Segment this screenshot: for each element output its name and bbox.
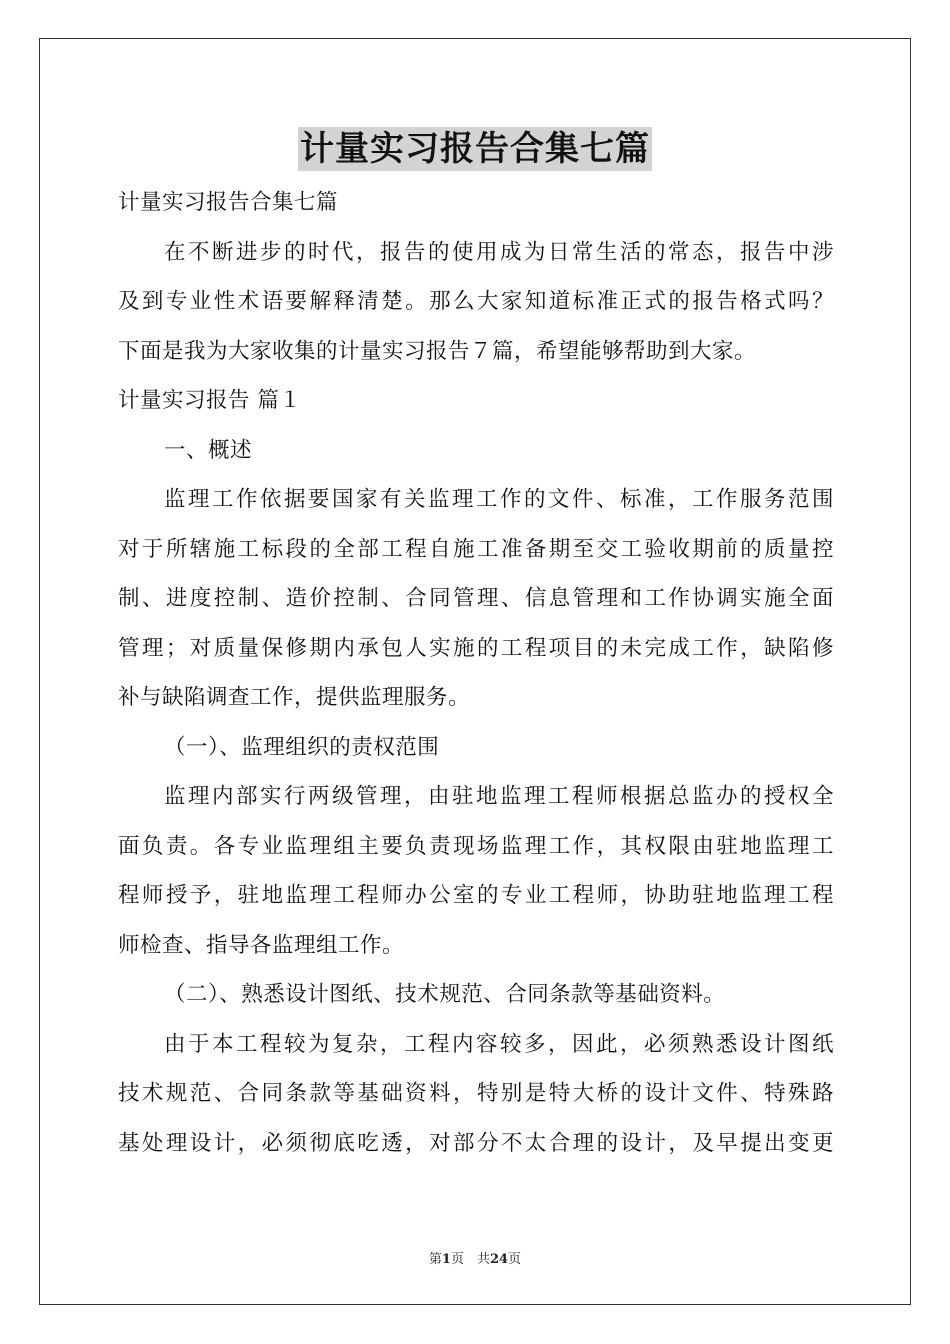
text-line: 在不断进步的时代，报告的使用成为日常生活的常态，报告中涉 — [164, 239, 834, 265]
page-footer — [0, 1248, 950, 1267]
text-line: 计量实习报告 篇１ — [118, 388, 302, 413]
text-line: 基处理设计，必须彻底吃透，对部分不太合理的设计，及早提出变更 — [118, 1130, 834, 1156]
title-container — [0, 127, 950, 171]
page-prefix: 第 — [428, 1252, 442, 1267]
text-line: 监理工作依据要国家有关监理工作的文件、标准，工作服务范围 — [164, 487, 834, 512]
text-line: 面负责。各专业监理组主要负责现场监理工作，其权限由驻地监理工 — [118, 833, 834, 859]
document-title: 计量实习报告合集七篇 — [300, 129, 650, 169]
text-line: 计量实习报告合集七篇 — [118, 190, 339, 215]
text-line: 由于本工程较为复杂，工程内容较多，因此，必须熟悉设计图纸 — [164, 1031, 834, 1057]
page-suffix: 页 — [508, 1252, 522, 1267]
page-current: 1 — [441, 1252, 451, 1267]
page-total: 24 — [489, 1252, 509, 1267]
text-line: 对于所辖施工标段的全部工程自施工准备期至交工验收期前的质量控 — [118, 536, 834, 562]
text-line: 及到专业性术语要解释清楚。那么大家知道标准正式的报告格式吗？ — [118, 289, 834, 314]
text-line: 监理内部实行两级管理，由驻地监理工程师根据总监办的授权全 — [164, 784, 834, 809]
document-body — [118, 178, 834, 1168]
text-line: 下面是我为大家收集的计量实习报告７篇，希望能够帮助到大家。 — [118, 338, 757, 364]
text-line: 制、进度控制、造价控制、合同管理、信息管理和工作协调实施全面 — [118, 586, 834, 611]
text-line: 管理；对质量保修期内承包人实施的工程项目的未完成工作，缺陷修 — [118, 635, 834, 661]
text-line: （二）、熟悉设计图纸、技术规范、合同条款等基础资料。 — [164, 982, 726, 1007]
text-line: 程师授予，驻地监理工程师办公室的专业工程师，协助驻地监理工程 — [118, 883, 834, 908]
text-line: （一）、监理组织的责权范围 — [164, 734, 440, 760]
text-line: 师检查、指导各监理组工作。 — [118, 932, 405, 958]
page-mid: 页 共 — [450, 1252, 490, 1267]
text-line: 一、概述 — [164, 437, 253, 463]
text-line: 技术规范、合同条款等基础资料，特别是特大桥的设计文件、特殊路 — [118, 1081, 834, 1106]
text-line: 补与缺陷调查工作，提供监理服务。 — [118, 685, 471, 710]
